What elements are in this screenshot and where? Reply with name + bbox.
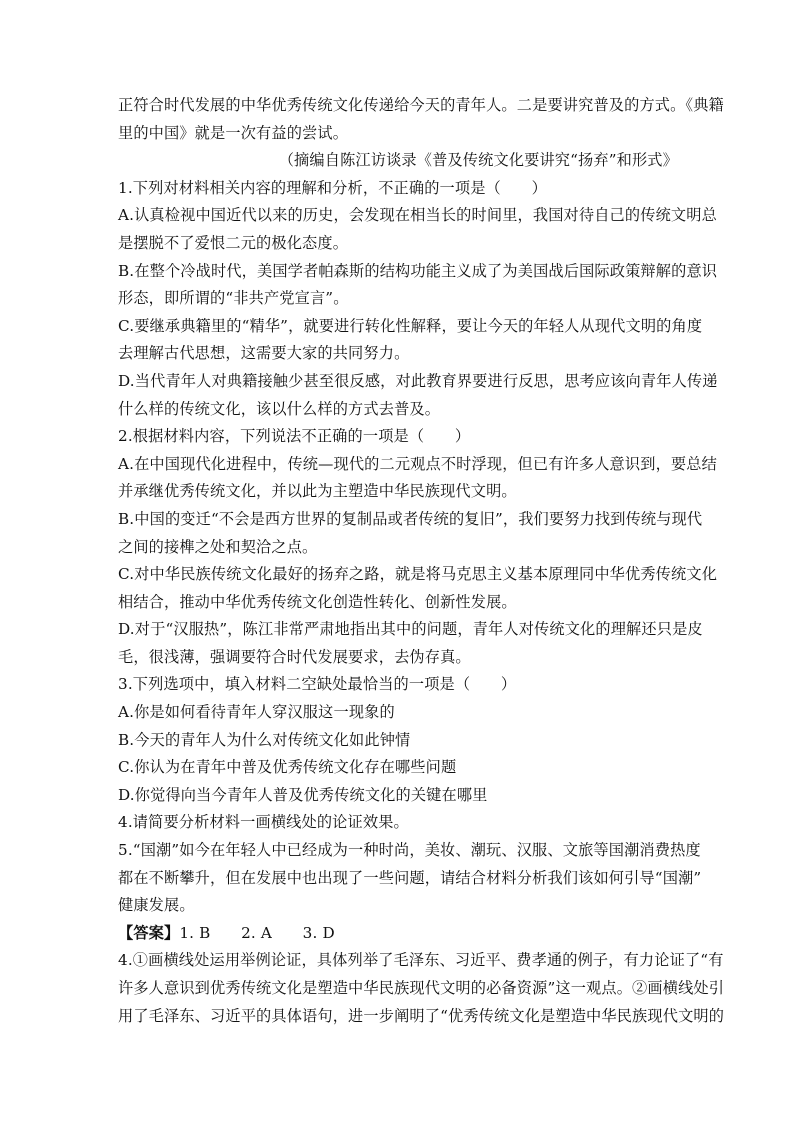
question-2: 2.根据材料内容，下列说法不正确的一项是（ ） <box>118 427 471 446</box>
option-text: D.当代青年人对典籍接触少甚至很反感，对此教育界要进行反思，思考应该向青年人传递 <box>118 371 718 390</box>
option-text: C.要继承典籍里的“精华”，就要进行转化性解释，要让今天的年轻人从现代文明的角度 <box>118 316 703 335</box>
option-text: 去理解古代思想，这需要大家的共同努力。 <box>118 344 410 363</box>
option-text: D.对于“汉服热”，陈江非常严肃地指出其中的问题，青年人对传统文化的理解还只是皮 <box>118 620 703 639</box>
source-citation: （摘编自陈江访谈录《普及传统文化要讲究“扬弃”和形式》 <box>278 151 678 170</box>
option-text: B.今天的青年人为什么对传统文化如此钟情 <box>118 730 411 749</box>
answer-text: 1. B 2. A 3. D <box>179 923 335 942</box>
option-text: 毛，很浅薄，强调要符合时代发展要求，去伪存真。 <box>118 647 471 666</box>
option-text: C.你认为在青年中普及优秀传统文化存在哪些问题 <box>118 758 457 777</box>
text-line: 正符合时代发展的中华优秀传统文化传递给今天的青年人。二是要讲究普及的方式。《典籍 <box>118 96 724 114</box>
option-text: B.中国的变迁“不会是西方世界的复制品或者传统的复旧”，我们要努力找到传统与现代 <box>118 509 703 528</box>
option-text: A.你是如何看待青年人穿汉服这一现象的 <box>118 703 395 722</box>
option-text: 并承继优秀传统文化，并以此为主塑造中华民族现代文明。 <box>118 482 517 501</box>
option-text: 是摆脱不了爱恨二元的极化态度。 <box>118 233 349 252</box>
question-4: 4.请简要分析材料一画横线处的论证效果。 <box>118 813 409 832</box>
option-text: A.认真检视中国近代以来的历史，会发现在相当长的时间里，我国对待自己的传统文明总 <box>118 206 717 225</box>
answer-label: 【答案】 <box>118 923 180 942</box>
answer-explanation: 许多人意识到优秀传统文化是塑造中华民族现代文明的必备资源”这一观点。②画横线处引 <box>118 979 725 997</box>
text-line: 健康发展。 <box>118 896 195 915</box>
option-text: C.对中华民族传统文化最好的扬弃之路，就是将马克思主义基本原理同中华优秀传统文化 <box>118 565 718 584</box>
question-5: 5.“国潮”如今在年轻人中已经成为一种时尚，美妆、潮玩、汉服、文旅等国潮消费热度 <box>118 841 701 860</box>
answer-explanation: 用了毛泽东、习近平的具体语句，进一步阐明了“优秀传统文化是塑造中华民族现代文明的 <box>118 1006 725 1025</box>
option-text: A.在中国现代化进程中，传统—现代的二元观点不时浮现，但已有许多人意识到，要总结 <box>118 454 717 473</box>
question-1: 1.下列对材料相关内容的理解和分析，不正确的一项是（ ） <box>118 178 547 197</box>
document-page <box>118 92 725 1030</box>
option-text: 形态，即所谓的“非共产党宣言”。 <box>118 289 349 308</box>
text-line: 里的中国》就是一次有益的尝试。 <box>118 123 349 142</box>
answer-explanation: 4.①画横线处运用举例论证，具体列举了毛泽东、习近平、费孝通的例子，有力论证了“有 <box>118 951 724 970</box>
option-text: 相结合，推动中华优秀传统文化创造性转化、创新性发展。 <box>118 592 517 611</box>
text-line: 都在不断攀升，但在发展中也出现了一些问题，请结合材料分析我们该如何引导“国潮” <box>118 868 702 887</box>
option-text: B.在整个冷战时代，美国学者帕森斯的结构功能主义成了为美国战后国际政策辩解的意识 <box>118 261 718 280</box>
option-text: 之间的接榫之处和契洽之点。 <box>118 537 318 556</box>
answer-line <box>118 920 678 948</box>
option-text: D.你觉得向当今青年人普及优秀传统文化的关键在哪里 <box>118 785 488 804</box>
question-3: 3.下列选项中，填入材料二空缺处最恰当的一项是（ ） <box>118 675 517 694</box>
option-text: 什么样的传统文化，该以什么样的方式去普及。 <box>118 399 441 418</box>
